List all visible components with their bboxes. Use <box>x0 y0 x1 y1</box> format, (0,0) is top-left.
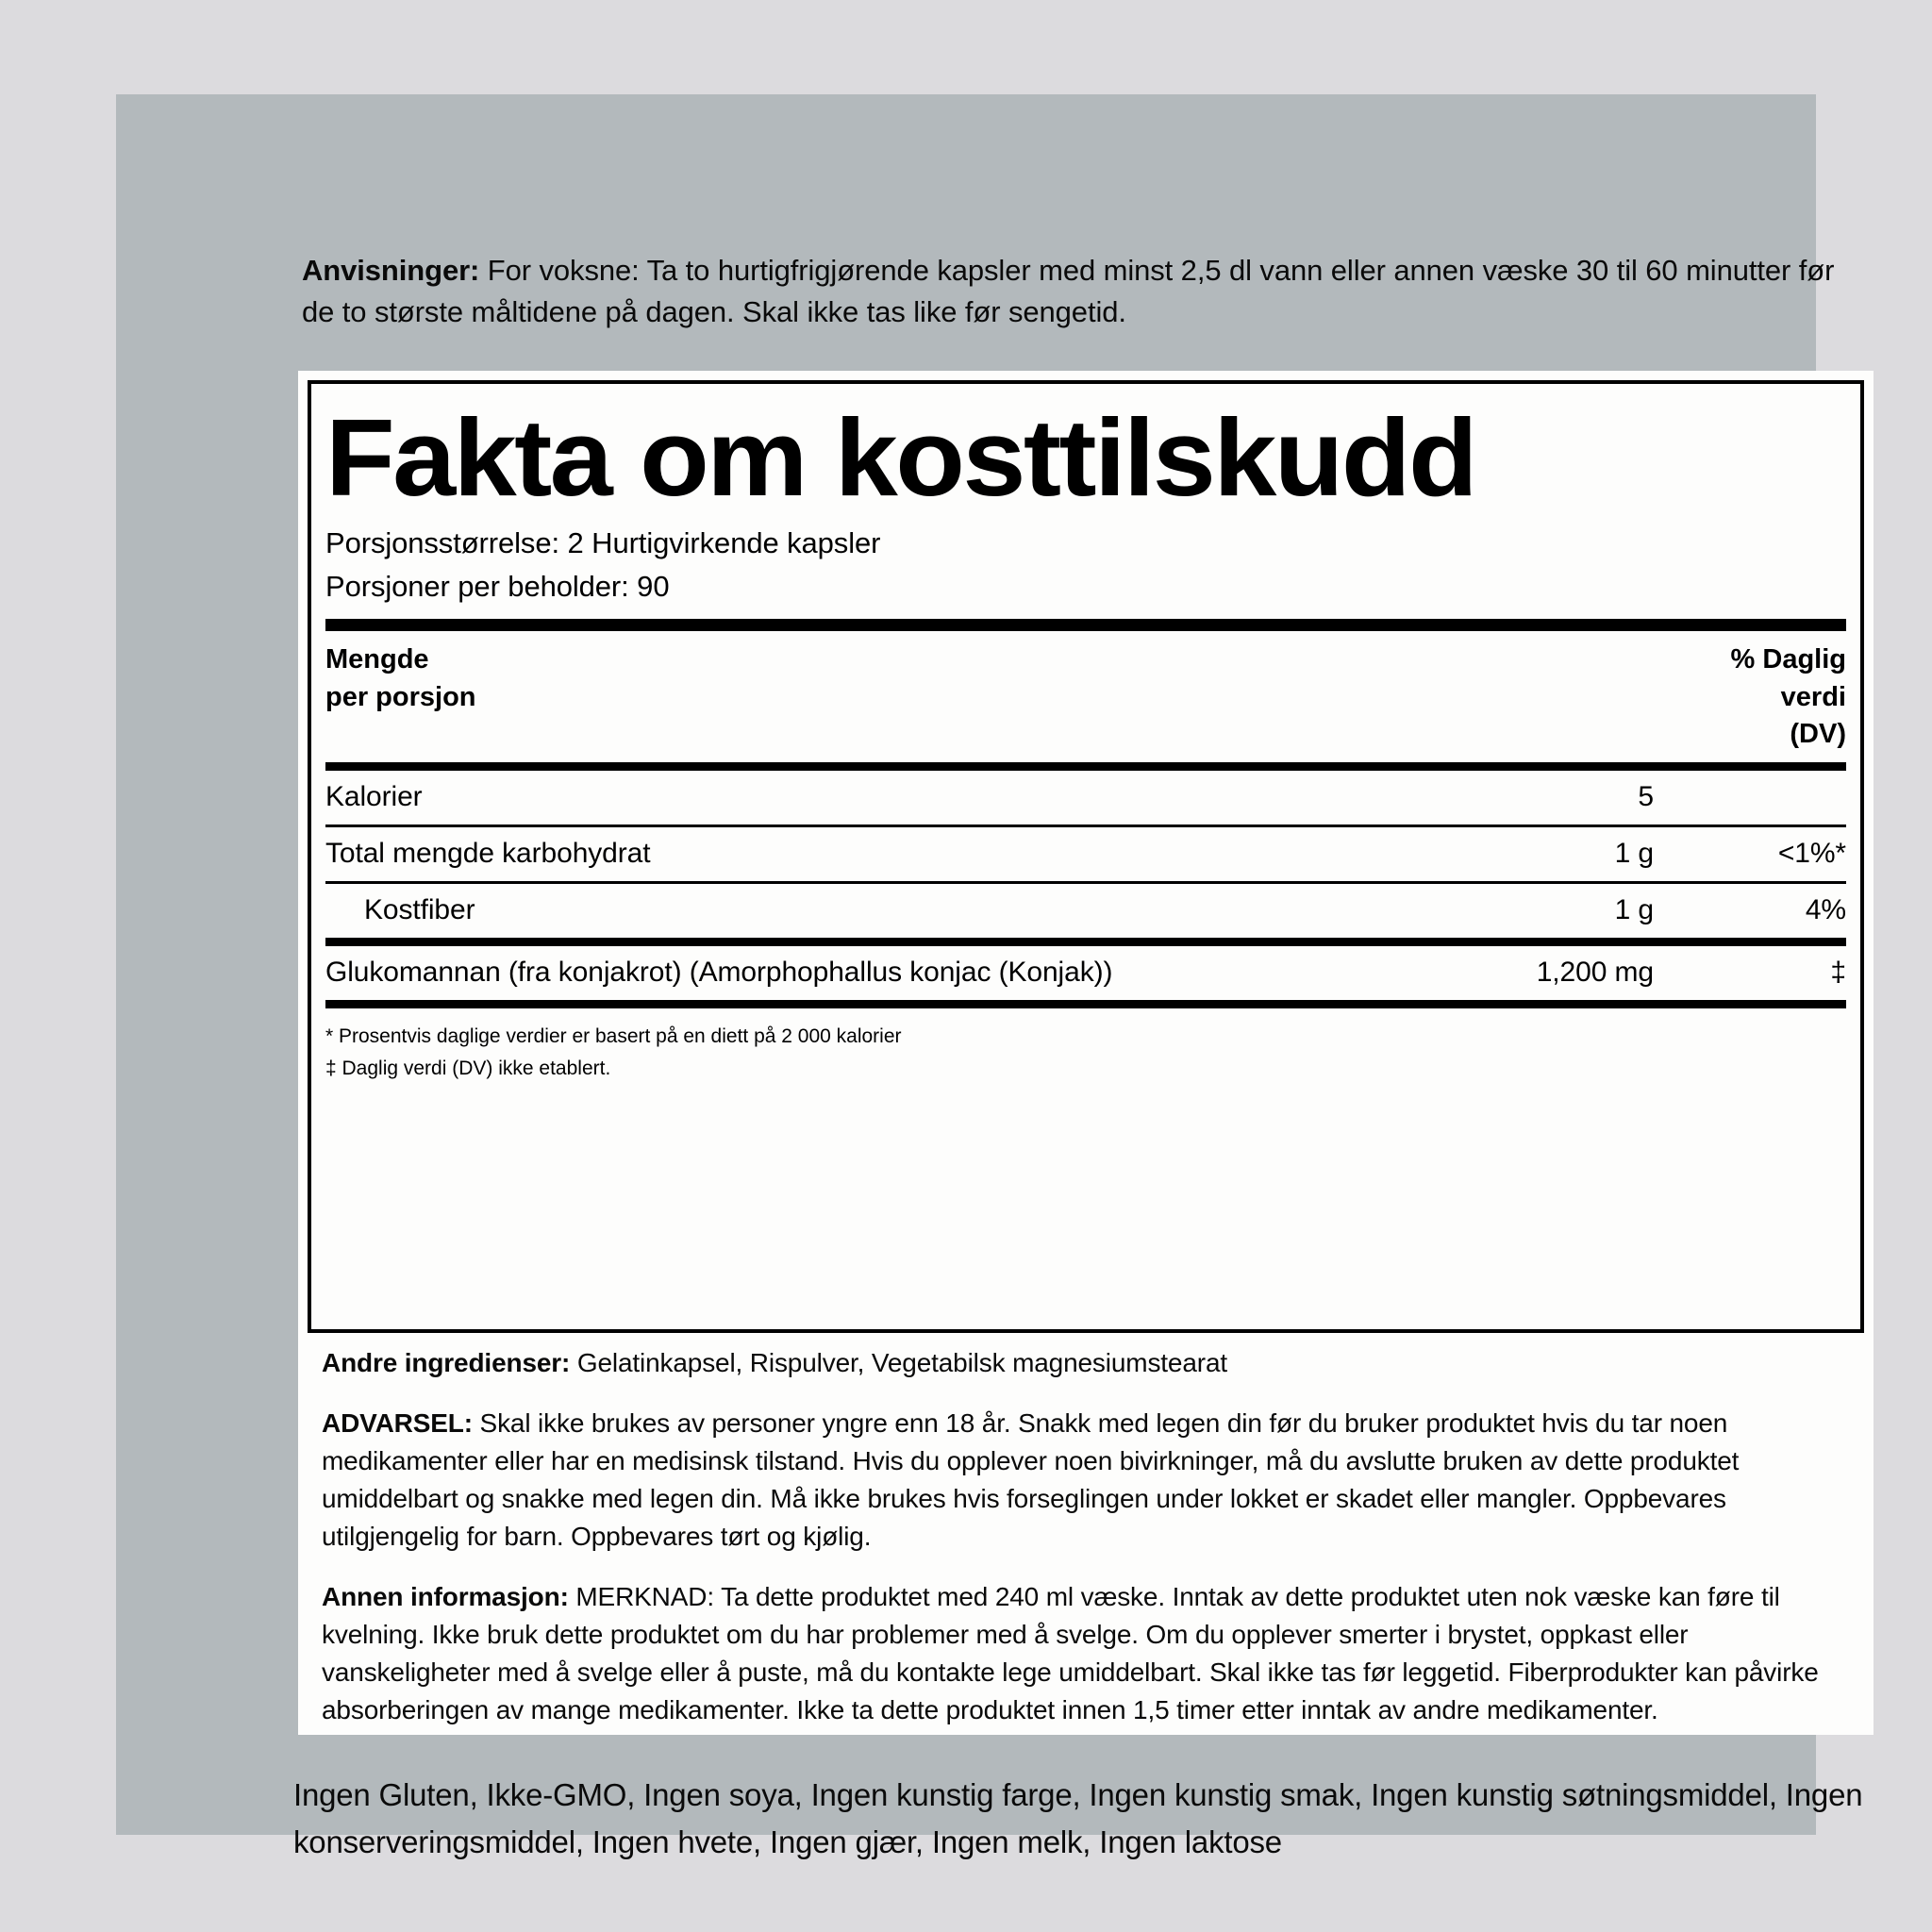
rule-under-headers <box>325 762 1846 771</box>
warning-block <box>322 1405 1850 1556</box>
other-ingredients-text: Gelatinkapsel, Rispulver, Vegetabilsk magnesiumstearat <box>570 1348 1228 1377</box>
table-row <box>325 771 1846 824</box>
nutrient-name: Glukomannan (fra konjakrot) (Amorphophallus konjac (Konjak)) <box>325 957 1113 989</box>
panel-text-block <box>322 1344 1850 1729</box>
nutrient-name: Kostfiber <box>364 894 475 926</box>
directions-label: Anvisninger: <box>302 254 480 287</box>
rule-above-glucomannan <box>325 938 1846 946</box>
amount-column-header <box>325 641 476 716</box>
amount-header-line-1: Mengde <box>325 644 429 675</box>
supplement-facts-panel <box>298 371 1874 1735</box>
dv-header-line-2: verdi <box>1780 681 1846 712</box>
supplement-facts-content <box>325 388 1846 1085</box>
nutrient-name: Total mengde karbohydrat <box>325 838 651 870</box>
other-ingredients-label: Andre ingredienser: <box>322 1348 571 1377</box>
supplement-label-card <box>116 94 1863 1859</box>
dv-header-line-1: % Daglig <box>1730 644 1846 675</box>
footnotes-block <box>325 1008 1846 1085</box>
table-row <box>325 884 1846 938</box>
warning-label: ADVARSEL: <box>322 1408 473 1439</box>
other-ingredients-block <box>322 1344 1850 1382</box>
warning-text: Skal ikke brukes av personer yngre enn 18 år. Snakk med legen din før du bruker produktet hvis du tar noen medikamenter eller har en medisinsk tilstand. Hvis du opplever noen bivirkninger, må du avslutte bruken av dette produktet umiddelbart og snakke med legen din. Må ikke brukes hvis forseglingen under lokket er skadet eller mangler. Oppbevares utilgjengelig for barn. Oppbevares tørt og kjølig. <box>322 1408 1740 1552</box>
other-information-block <box>322 1578 1850 1729</box>
directions-block <box>302 250 1868 333</box>
other-information-text: MERKNAD: Ta dette produktet med 240 ml væske. Inntak av dette produktet uten nok væske kan føre til kvelning. Ikke bruk dette produktet om du har problemer med å svelge. Om du opplever smerter i brystet, oppkast eller vanskeligheter med å svelge eller å puste, må du kontakte lege umiddelbart. Skal ikke tas før leggetid. Fiberprodukter kan påvirke absorberingen av mange medikamenter. Ikke ta dette produktet innen 1,5 timer etter inntak av andre medikamenter. <box>322 1582 1819 1725</box>
supplement-facts-box <box>308 380 1864 1333</box>
nutrient-amount: 1 g <box>1614 838 1654 870</box>
nutrient-daily-value: 4% <box>1805 894 1846 926</box>
footnote-percent-daily-value: * Prosentvis daglige verdier er basert på en diett på 2 000 kalorier <box>325 1025 902 1048</box>
dv-header-line-3: (DV) <box>1790 719 1846 749</box>
table-row <box>325 827 1846 881</box>
footnote-dv-not-established: ‡ Daglig verdi (DV) ikke etablert. <box>325 1058 611 1080</box>
nutrient-daily-value: <1%* <box>1777 838 1846 870</box>
product-claims: Ingen Gluten, Ikke-GMO, Ingen soya, Ingen kunstig farge, Ingen kunstig smak, Ingen kunstig søtningsmiddel, Ingen konserveringsmiddel, Ingen hvete, Ingen gjær, Ingen melk, Ingen laktose <box>293 1777 1863 1859</box>
other-information-label: Annen informasjon: <box>322 1582 569 1612</box>
page-title: Fakta om kosttilskudd <box>325 396 1476 519</box>
table-row <box>325 946 1846 1000</box>
rule-bottom <box>325 1000 1846 1008</box>
daily-value-column-header <box>1731 641 1846 753</box>
nutrient-daily-value: ‡ <box>1830 957 1846 989</box>
servings-per-container: Porsjoner per beholder: 90 <box>325 569 670 603</box>
rule-thick-top <box>325 619 1846 631</box>
serving-size: Porsjonsstørrelse: 2 Hurtigvirkende kapsler <box>325 526 881 559</box>
amount-header-line-2: per porsjon <box>325 681 476 712</box>
nutrient-amount: 5 <box>1638 781 1654 813</box>
directions-text: For voksne: Ta to hurtigfrigjørende kapsler med minst 2,5 dl vann eller annen væske 30 til 60 minutter før de to største måltidene på dagen. Skal ikke tas like før sengetid. <box>302 254 1835 329</box>
nutrient-name: Kalorier <box>325 781 423 813</box>
nutrient-amount: 1 g <box>1614 894 1654 926</box>
table-column-headers <box>325 631 1846 762</box>
nutrient-amount: 1,200 mg <box>1536 957 1654 989</box>
